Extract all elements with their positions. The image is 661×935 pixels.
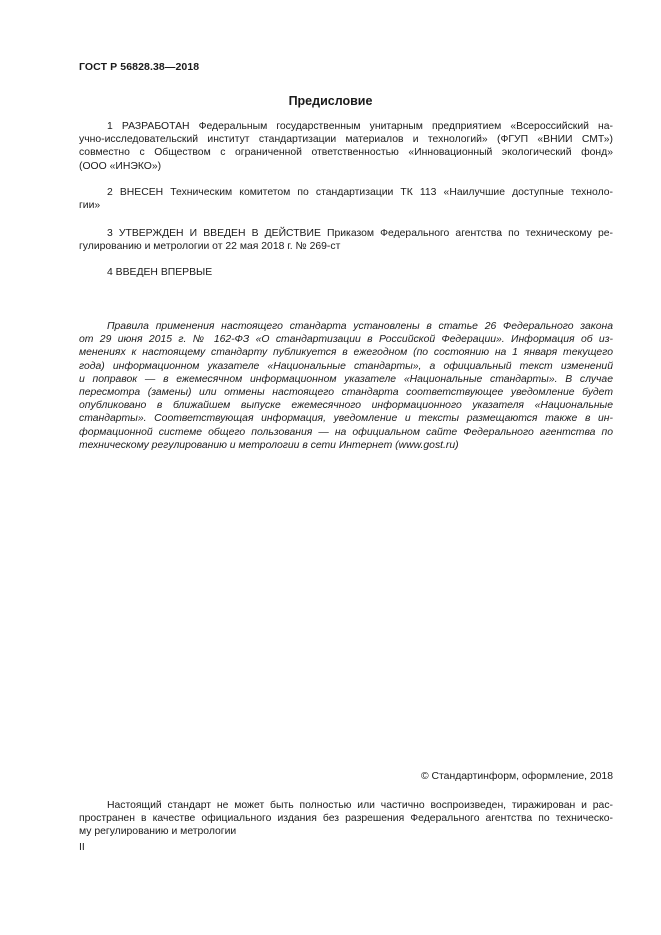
notice-line: от 29 июня 2015 г. № 162-ФЗ «О стандартизации в Российской Федерации». Информация об из- bbox=[79, 334, 613, 346]
item-2-line: гии» bbox=[79, 200, 101, 212]
notice-paragraph bbox=[79, 320, 613, 452]
reproduction-note-line: Настоящий стандарт не может быть полностью или частично воспроизведен, тиражирован и рас- bbox=[107, 800, 613, 811]
item-3 bbox=[79, 227, 613, 253]
item-1 bbox=[79, 120, 613, 173]
page-number: II bbox=[79, 842, 85, 853]
notice-line: стандарты». Соответствующая информация, уведомление и тексты размещаются также в ин- bbox=[79, 413, 613, 425]
notice-line: Правила применения настоящего стандарта установлены в статье 26 Федерального закона bbox=[107, 321, 613, 332]
section-title: Предисловие bbox=[288, 94, 373, 108]
item-1-line: совместно с Обществом с ограниченной ответственностью «Инновационный экологический фонд» bbox=[79, 147, 613, 159]
notice-line: пересмотра (замены) или отмены настоящего стандарта соответствующее уведомление будет bbox=[79, 387, 613, 399]
notice-line: менениях к настоящему стандарту публикуется в ежегодном (по состоянию на 1 января текущего bbox=[79, 347, 613, 359]
notice-line: и поправок — в ежемесячном информационном указателе «Национальные стандарты». В случае bbox=[79, 373, 613, 385]
copyright-notice: © Стандартинформ, оформление, 2018 bbox=[420, 771, 613, 782]
notice-line: года) информационном указателе «Национальные стандарты», а официальный текст изменений bbox=[79, 360, 613, 372]
item-2-line: 2 ВНЕСЕН Техническим комитетом по стандартизации ТК 113 «Наилучшие доступные техноло- bbox=[107, 187, 613, 198]
reproduction-note-line: му регулированию и метрологии bbox=[79, 826, 237, 838]
item-1-line: 1 РАЗРАБОТАН Федеральным государственным унитарным предприятием «Всероссийский на- bbox=[107, 121, 613, 132]
item-2 bbox=[79, 186, 613, 212]
item-4-line: 4 ВВЕДЕН ВПЕРВЫЕ bbox=[107, 267, 213, 278]
item-1-line: учно-исследовательский институт стандартизации материалов и технологий» (ФГУП «ВНИИ СМТ») bbox=[79, 134, 613, 146]
item-1-line: (ООО «ИНЭКО») bbox=[79, 160, 162, 172]
reproduction-note bbox=[79, 799, 613, 839]
notice-line: опубликовано в ближайшем выпуске ежемесячного информационного указателя «Национальные bbox=[79, 400, 613, 412]
item-3-line: гулированию и метрологии от 22 мая 2018 г. № 269-ст bbox=[79, 241, 341, 253]
document-code: ГОСТ Р 56828.38—2018 bbox=[79, 61, 200, 73]
item-4 bbox=[79, 266, 613, 279]
reproduction-note-line: пространен в качестве официального издания без разрешения Федерального агентства по техническо- bbox=[79, 813, 613, 825]
item-3-line: 3 УТВЕРЖДЕН И ВВЕДЕН В ДЕЙСТВИЕ Приказом Федерального агентства по техническому ре- bbox=[107, 228, 613, 239]
notice-line: техническому регулированию и метрологии в сети Интернет (www.gost.ru) bbox=[79, 439, 459, 451]
notice-line: формационной системе общего пользования — на официальном сайте Федерального агентства по bbox=[79, 426, 613, 438]
